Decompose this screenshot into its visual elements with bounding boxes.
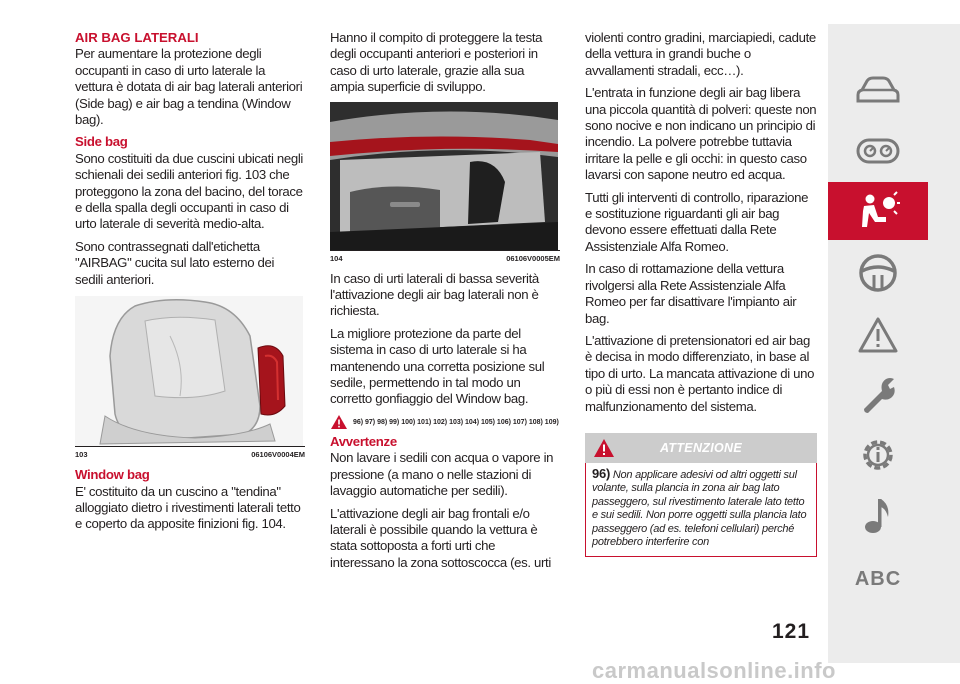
attention-box-header	[585, 433, 817, 463]
subheading-side-bag: Side bag	[75, 134, 128, 150]
airbag-occupant-icon	[856, 191, 900, 231]
index-abc-icon: ABC	[854, 567, 902, 590]
column-2	[330, 30, 560, 577]
paragraph: Sono contrassegnati dall'etichetta "AIRBAG" cucita sul lato esterno dei sedili anteriori.	[75, 238, 275, 287]
chapter-sidebar	[828, 24, 960, 663]
warning-triangle-icon	[330, 414, 348, 430]
sidebar-item-multimedia[interactable]	[828, 486, 928, 544]
paragraph: L'entrata in funzione degli air bag libera una piccola quantità di polveri: queste non sono nocive e non indicano un principio di incendio. La polvere potrebbe tuttavia irritare la pelle e gli occhi: in questo caso lavarsi con sapone neutro ed acqua.	[585, 85, 817, 183]
sidebar-item-starting-driving[interactable]	[828, 244, 928, 302]
warning-triangle-icon	[857, 316, 899, 354]
warning-reference-list: 96) 97) 98) 99) 100) 101) 102) 103) 104) 105) 106) 107) 108) 109)	[352, 418, 559, 426]
watermark: carmanualsonline.info	[592, 658, 836, 683]
car-icon	[856, 76, 900, 106]
figure-104-window-bag	[330, 102, 558, 250]
page-number: 121	[772, 620, 811, 643]
figure-number: 103	[75, 450, 88, 460]
section-heading-air-bag-laterali: AIR BAG LATERALI	[75, 30, 199, 45]
attention-title: ATTENZIONE	[660, 440, 742, 455]
column-3	[585, 30, 817, 557]
paragraph: Hanno il compito di proteggere la testa degli occupanti anteriori e posteriori in caso di urto laterale, grazie alla sua ampia superficie di sviluppo.	[330, 30, 543, 95]
paragraph: Per aumentare la protezione degli occupanti in caso di urto laterale la vettura è dotata di air bag laterali anteriori (Side bag) e air bag a tendina (Window bag).	[75, 46, 303, 128]
sidebar-item-emergency[interactable]	[828, 306, 928, 364]
paragraph: In caso di urti laterali di bassa severità l'attivazione degli air bag laterali non è richiesta.	[330, 270, 539, 319]
subheading-avvertenze: Avvertenze	[330, 433, 397, 449]
figure-caption-103	[75, 446, 305, 459]
paragraph: Tutti gli interventi di controllo, riparazione e sostituzione riguardanti gli air bag devono essere effettuati dalla Rete Assistenziale Alfa Romeo.	[585, 189, 809, 254]
attention-box-body	[585, 463, 817, 557]
sidebar-item-technical-data[interactable]	[828, 426, 928, 484]
sidebar-item-index[interactable]	[828, 550, 928, 608]
figure-103-seat-side-bag	[75, 296, 303, 446]
paragraph: In caso di rottamazione della vettura rivolgersi alla Rete Assistenziale Alfa Romeo per far disattivare l'impianto air bag.	[585, 261, 797, 326]
paragraph: La migliore protezione da parte del sistema in caso di urto laterale si ha mantenendo una corretta posizione sul sedile, permettendo in tal modo un corretto gonfiaggio del Window bag.	[330, 325, 545, 407]
paragraph: violenti contro gradini, marciapiedi, cadute della vettura in grandi buche o avvallamenti stradali, ecc…).	[585, 30, 816, 78]
attention-text: Non applicare adesivi od altri oggetti sul volante, sulla plancia in zona air bag lato passeggero, sul rivestimento laterale lato tetto e sui sedili. Non porre oggetti sulla plancia lato passeggero (ad es. telefoni cellulari) perché potrebbero interferire con	[592, 468, 807, 548]
wrench-icon	[858, 375, 898, 415]
car-interior-illustration	[330, 102, 558, 250]
paragraph: Sono costituiti da due cuscini ubicati negli schienali dei sedili anteriori fig. 103 che proteggono la zona del bacino, del torace e della spalla degli occupanti in caso di urto laterale di severità medio-alta.	[75, 150, 303, 232]
figure-caption-104	[330, 250, 560, 263]
music-note-icon	[862, 495, 894, 535]
sidebar-item-instruments[interactable]	[828, 122, 928, 180]
sidebar-item-safety[interactable]	[828, 182, 928, 240]
column-1	[75, 30, 305, 539]
paragraph: L'attivazione di pretensionatori ed air bag è decisa in modo differenziato, in base al tipo di urto. La mancata attivazione di uno o più di essi non è pertanto indice di malfunzionamento del sistema.	[585, 332, 815, 414]
figure-code: 06106V0005EM	[506, 253, 560, 263]
warning-references	[330, 414, 560, 430]
seat-illustration	[75, 296, 303, 446]
steering-wheel-icon	[858, 253, 898, 293]
sidebar-item-vehicle[interactable]	[828, 62, 928, 120]
sidebar-item-maintenance[interactable]	[828, 366, 928, 424]
paragraph: E' costituito da un cuscino a "tendina" alloggiato dietro i rivestimenti laterali tetto e coperto da apposite finizioni fig. 104.	[75, 483, 301, 532]
figure-number: 104	[330, 253, 343, 263]
figure-code: 06106V0004EM	[251, 450, 305, 460]
subheading-window-bag: Window bag	[75, 467, 150, 483]
attention-number: 96)	[592, 465, 611, 481]
paragraph: Non lavare i sedili con acqua o vapore in pressione (a mano o nelle stazioni di lavaggio automatiche per sedili).	[330, 450, 554, 499]
technical-data-gear-icon	[857, 434, 899, 476]
dashboard-gauges-icon	[856, 137, 900, 165]
paragraph: L'attivazione degli air bag frontali e/o laterali è possibile quando la vettura è stata sottoposta a forti urti che interessano la zona sottoscocca (es. urti	[330, 505, 551, 570]
